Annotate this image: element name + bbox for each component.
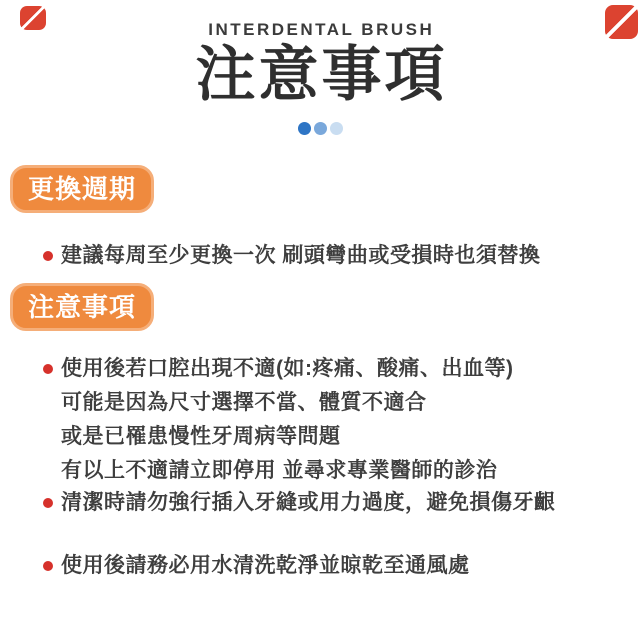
bullet-dot-icon [43,364,53,374]
list-item-text [61,549,470,583]
list-item [0,549,640,583]
item-line: 清潔時請勿強行插入牙縫或用力過度，避免損傷牙齦 [61,491,556,514]
section-replacement-cycle [0,135,640,273]
list-item-text [61,352,513,488]
list-item [0,352,640,488]
item-line: 有以上不適請立即停用 並尋求專業醫師的診治 [61,459,498,482]
dot-light-blue-icon [330,122,343,135]
pagination-dots [0,122,640,135]
list-item [0,486,640,520]
bullet-dot-icon [43,561,53,571]
section-badge: 更換週期 [10,165,154,213]
bullet-dot-icon [43,251,53,261]
list-item-text [61,486,556,520]
list-item-text [61,239,540,273]
item-line: 使用後若口腔出現不適(如:疼痛、酸痛、出血等) [61,357,514,380]
eyebrow-text: INTERDENTAL BRUSH [208,20,435,39]
bullet-dot-icon [43,498,53,508]
section-badge: 注意事項 [10,283,154,331]
item-line: 可能是因為尺寸選擇不當、體質不適合 [61,391,427,414]
item-line: 建議每周至少更換一次 刷頭彎曲或受損時也須替換 [61,244,541,267]
corner-ornament-right-icon [605,5,638,39]
dot-medium-blue-icon [314,122,327,135]
corner-ornament-left-icon [20,6,46,30]
header [0,0,640,135]
page-title: 注意事項 [195,41,448,108]
section-precautions [0,273,640,583]
dot-dark-blue-icon [298,122,311,135]
item-line: 使用後請務必用水清洗乾淨並晾乾至通風處 [61,554,470,577]
list-item [0,239,640,273]
item-line: 或是已罹患慢性牙周病等問題 [61,425,341,448]
